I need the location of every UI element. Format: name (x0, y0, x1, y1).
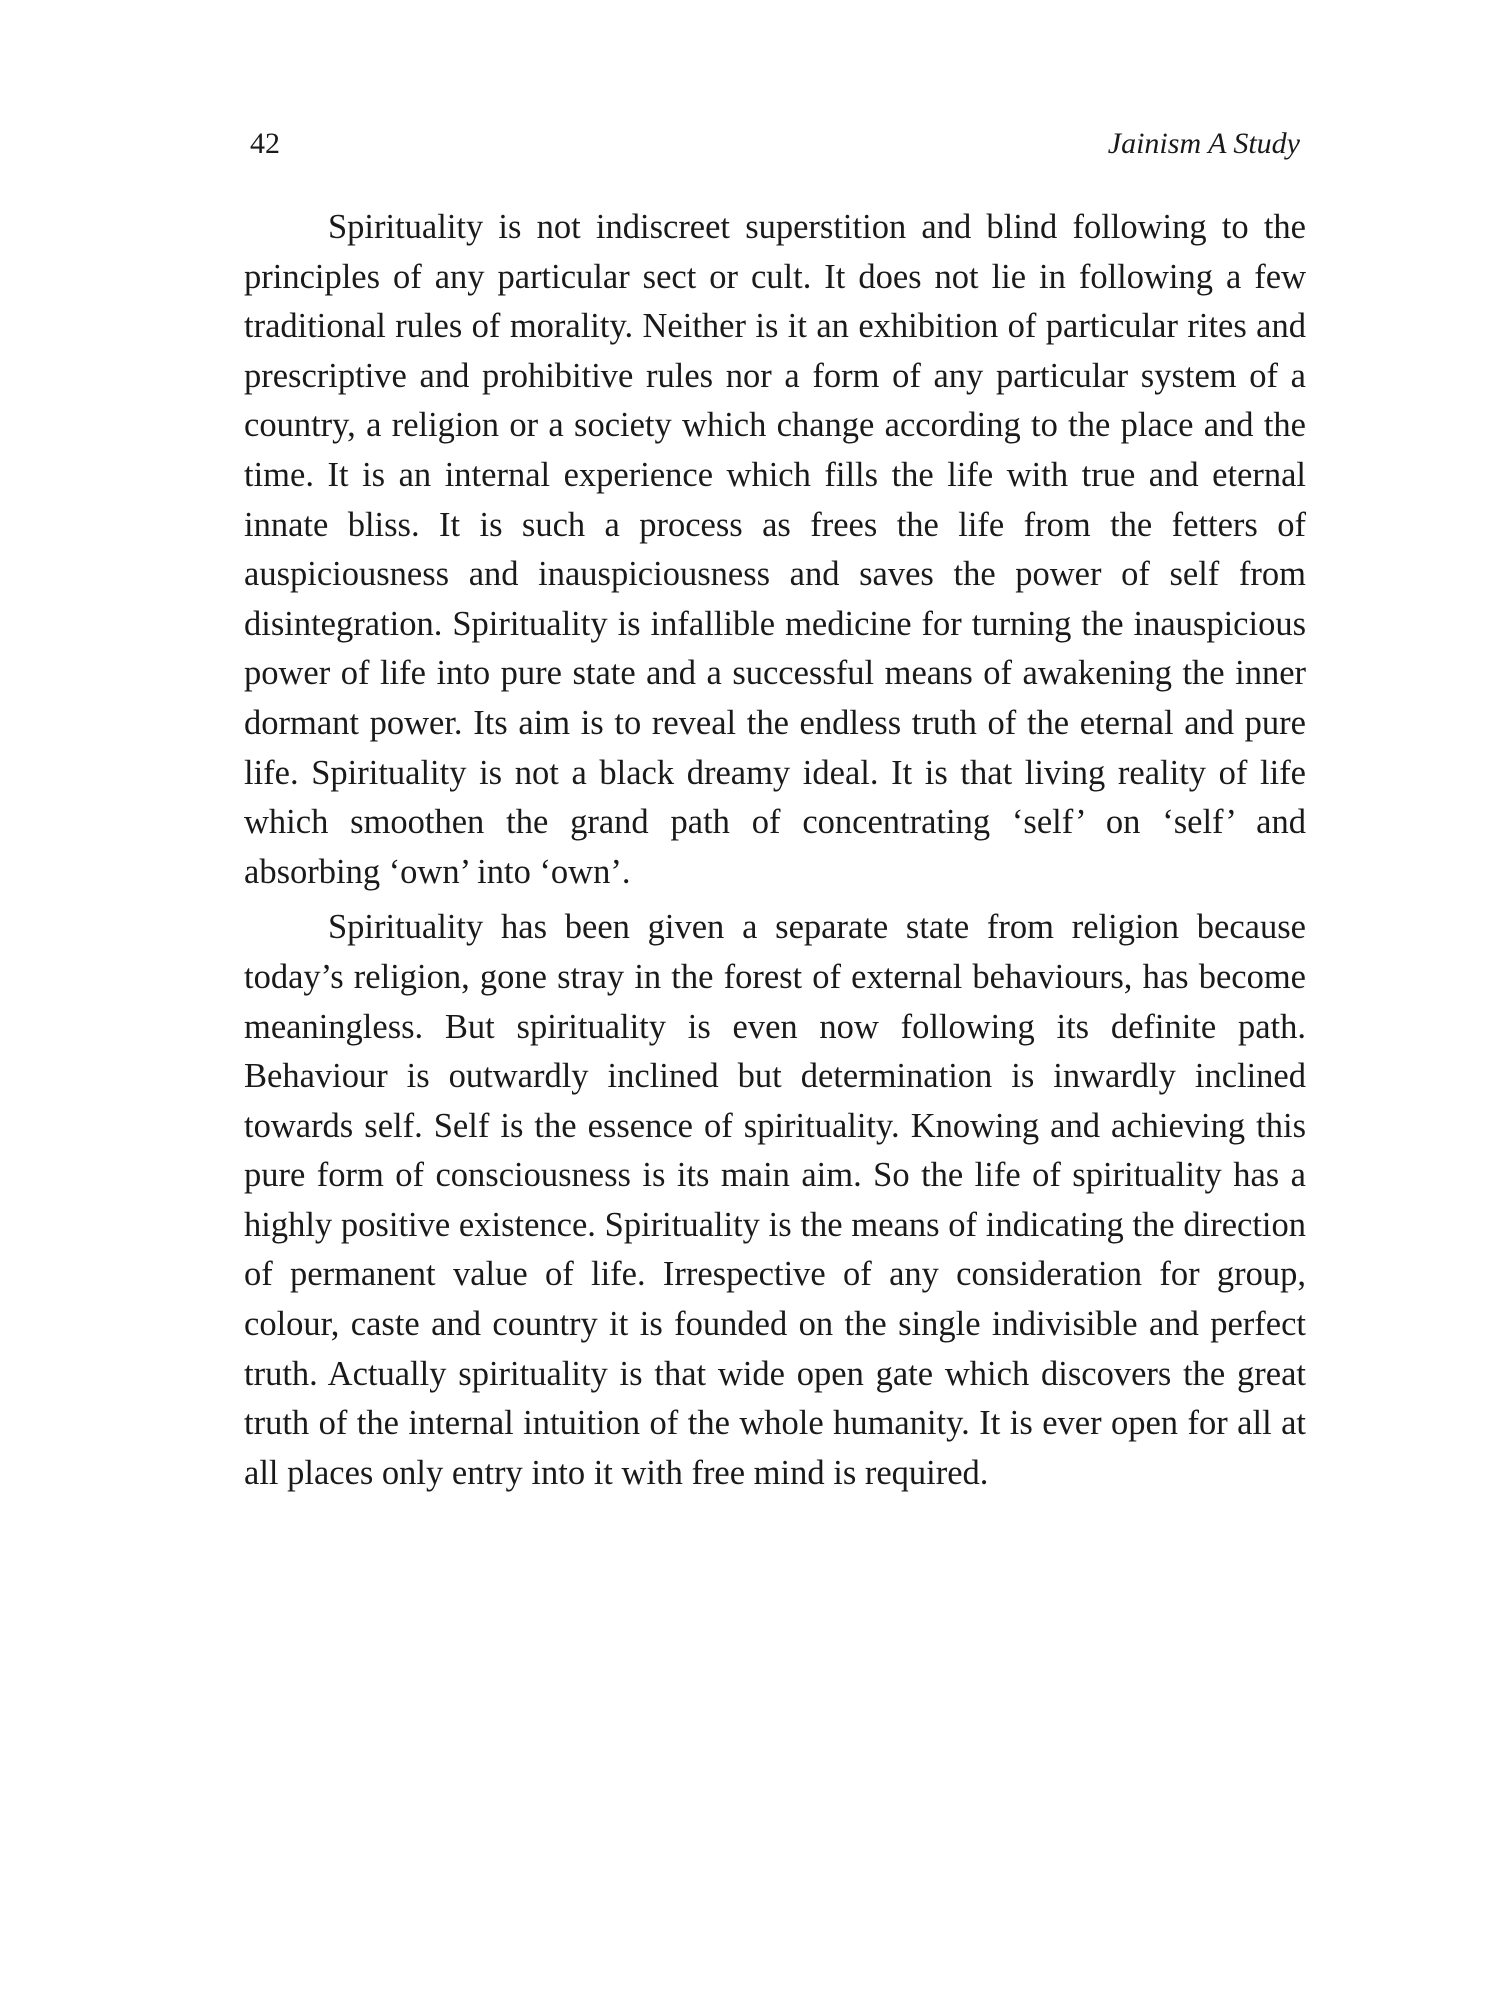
body-text (244, 203, 1306, 1504)
book-title: Jainism A Study (1107, 127, 1300, 160)
running-head (250, 124, 1300, 164)
paragraph-spirituality-and-religion: Spirituality has been given a separate state from religion because today’s religion, gone stray in the forest of external behaviours, has become meaningless. But spirituality is even now following its definite path. Behaviour is outwardly inclined but determination is inwardly inclined towards self. Self is the essence of spirituality. Knowing and achieving this pure form of consciousness is its main aim. So the life of spirituality has a highly positive existence. Spirituality is the means of indicating the direction of permanent value of life. Irrespective of any consideration for group, colour, caste and country it is founded on the single indivisible and perfect truth. Actually spirituality is that wide open gate which discovers the great truth of the internal intuition of the whole humanity. It is ever open for all at all places only entry into it with free mind is required. (244, 908, 1306, 1492)
page-number: 42 (250, 127, 280, 160)
paragraph-spirituality-definition: Spirituality is not indiscreet superstition and blind following to the principles of any particular sect or cult. It does not lie in following a few traditional rules of morality. Neither is it an exhibition of particular rites and prescriptive and prohibitive rules nor a form of any particular system of a country, a religion or a society which change according to the place and the time. It is an internal experience which fills the life with true and eternal innate bliss. It is such a process as frees the life from the fetters of auspiciousness and inauspiciousness and saves the power of self from disintegration. Spirituality is infallible medicine for turning the inauspicious power of life into pure state and a successful means of awakening the inner dormant power. Its aim is to reveal the endless truth of the eternal and pure life. Spirituality is not a black dreamy ideal. It is that living reality of life which smoothen the grand path of concentrating ‘self’ on ‘self’ and absorbing ‘own’ into ‘own’. (244, 208, 1306, 891)
